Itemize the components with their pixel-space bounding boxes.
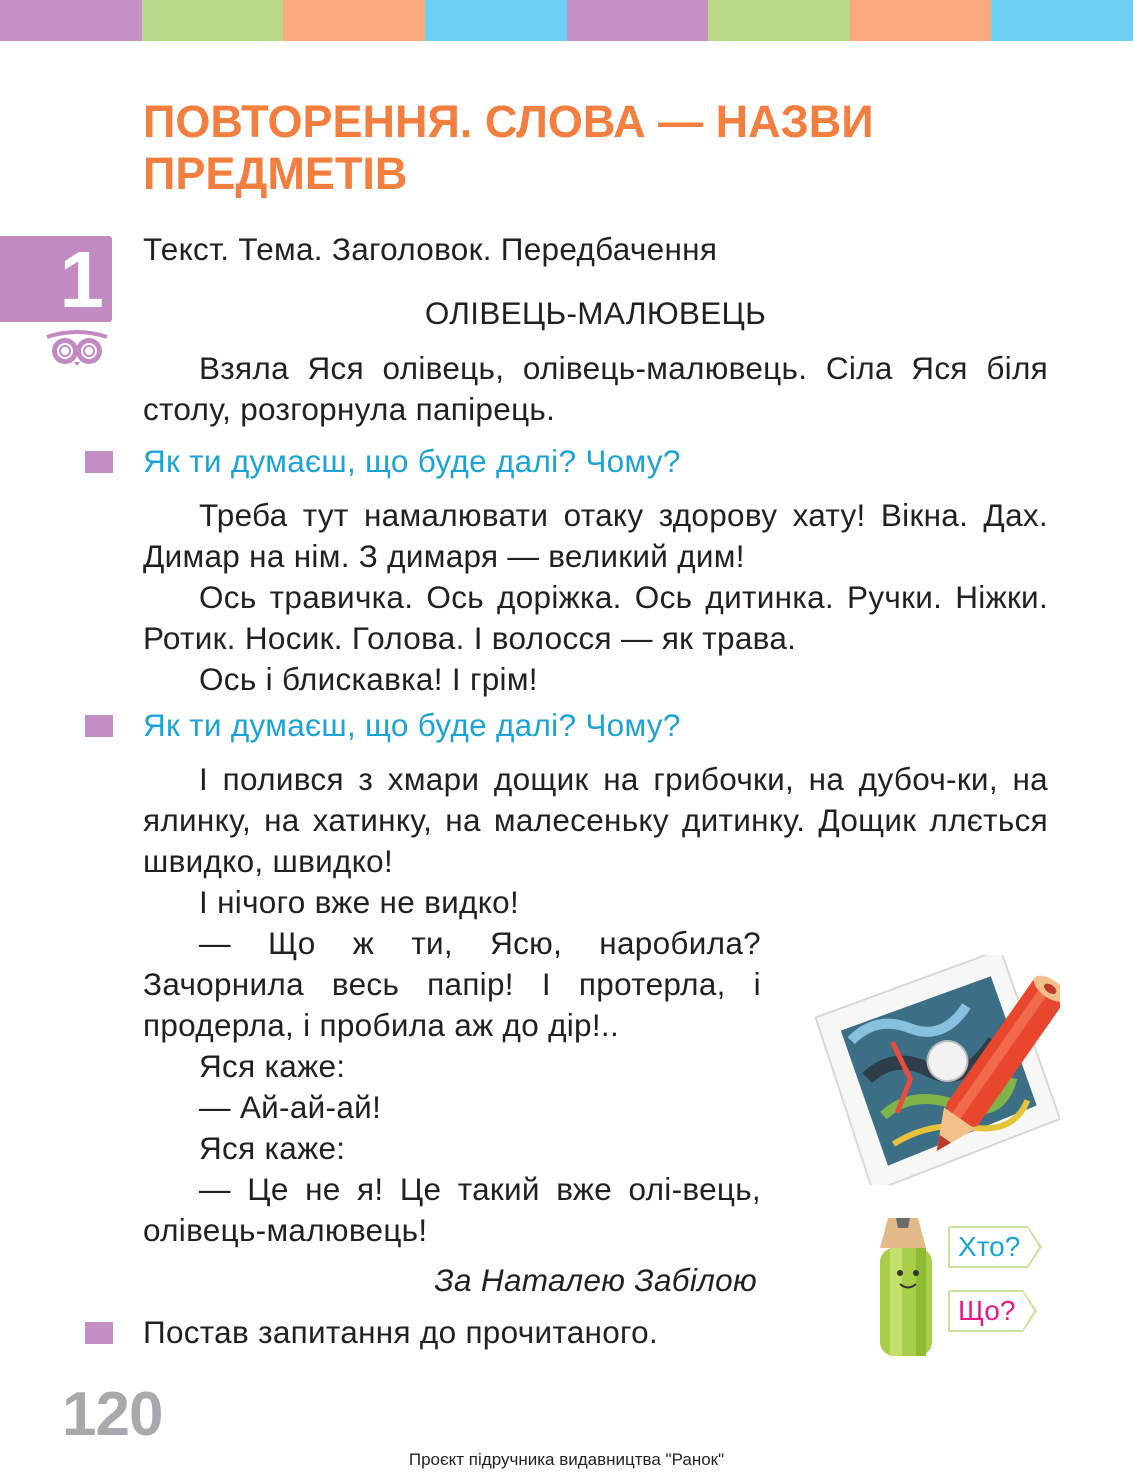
paragraph-9: — Ай-ай-ай! <box>199 1089 382 1125</box>
title-line-1: ПОВТОРЕННЯ. СЛОВА — НАЗВИ <box>143 96 874 147</box>
lesson-number-tab <box>0 236 112 322</box>
page-title <box>143 96 1043 200</box>
stripe <box>425 0 567 41</box>
title-line-2: ПРЕДМЕТІВ <box>143 148 408 199</box>
pencil-character-icon <box>868 1218 948 1368</box>
paragraph-7: — Що ж ти, Ясю, наробила? Зачорнила весь папір! І протерла, і продерла, і пробила аж до дір!.. <box>143 925 761 1043</box>
color-stripe-bar <box>0 0 1133 41</box>
what-question-tag: Що? <box>948 1290 1023 1332</box>
lesson-number: 1 <box>59 235 104 324</box>
pencil-drawing-icon <box>810 955 1060 1185</box>
paragraph-6: І нічого вже не видко! <box>199 884 520 920</box>
stripe <box>991 0 1133 41</box>
owl-eyes-icon <box>45 329 109 367</box>
stripe <box>850 0 992 41</box>
stripe <box>142 0 284 41</box>
who-question-tag: Хто? <box>948 1226 1028 1268</box>
lesson-subtitle: Текст. Тема. Заголовок. Передбачення <box>143 231 718 267</box>
story-title: ОЛІВЕЦЬ-МАЛЮВЕЦЬ <box>424 295 767 331</box>
paragraph-11: — Це не я! Це такий вже олі-вець, олівець-малювець! <box>143 1171 761 1248</box>
stripe <box>0 0 142 41</box>
paragraph-2: Треба тут намалювати отаку здорову хату! Вікна. Дах. Димар на нім. З димаря — великий дим! <box>143 497 1048 574</box>
publisher-footer: Проєкт підручника видавництва "Ранок" <box>408 1450 725 1469</box>
page-number: 120 <box>62 1380 163 1449</box>
stripe <box>708 0 850 41</box>
task-text: Постав запитання до прочитаного. <box>143 1314 659 1350</box>
prediction-question-1: Як ти думаєш, що буде далі? Чому? <box>143 443 681 479</box>
question-bullet <box>85 715 113 737</box>
paragraph-3: Ось травичка. Ось доріжка. Ось дитинка. Ручки. Ніжки. Ротик. Носик. Голова. І волосся — як трава. <box>143 579 1048 656</box>
question-bullet <box>85 451 113 473</box>
stripe <box>567 0 709 41</box>
paragraph-4: Ось і блискавка! І грім! <box>199 661 538 697</box>
paragraph-1: Взяла Яся олівець, олівець-малювець. Сіла Яся біля столу, розгорнула папірець. <box>143 350 1048 427</box>
paragraph-8: Яся каже: <box>199 1048 346 1084</box>
story-author: За Наталею Забілою <box>434 1262 757 1298</box>
paragraph-5: І полився з хмари дощик на грибочки, на дубоч-ки, на ялинку, на хатинку, на малесеньку дитинку. Дощик ллється швидко, швидко! <box>143 761 1048 879</box>
paragraph-10: Яся каже: <box>199 1130 346 1166</box>
task-bullet <box>85 1322 113 1344</box>
prediction-question-2: Як ти думаєш, що буде далі? Чому? <box>143 707 681 743</box>
stripe <box>283 0 425 41</box>
